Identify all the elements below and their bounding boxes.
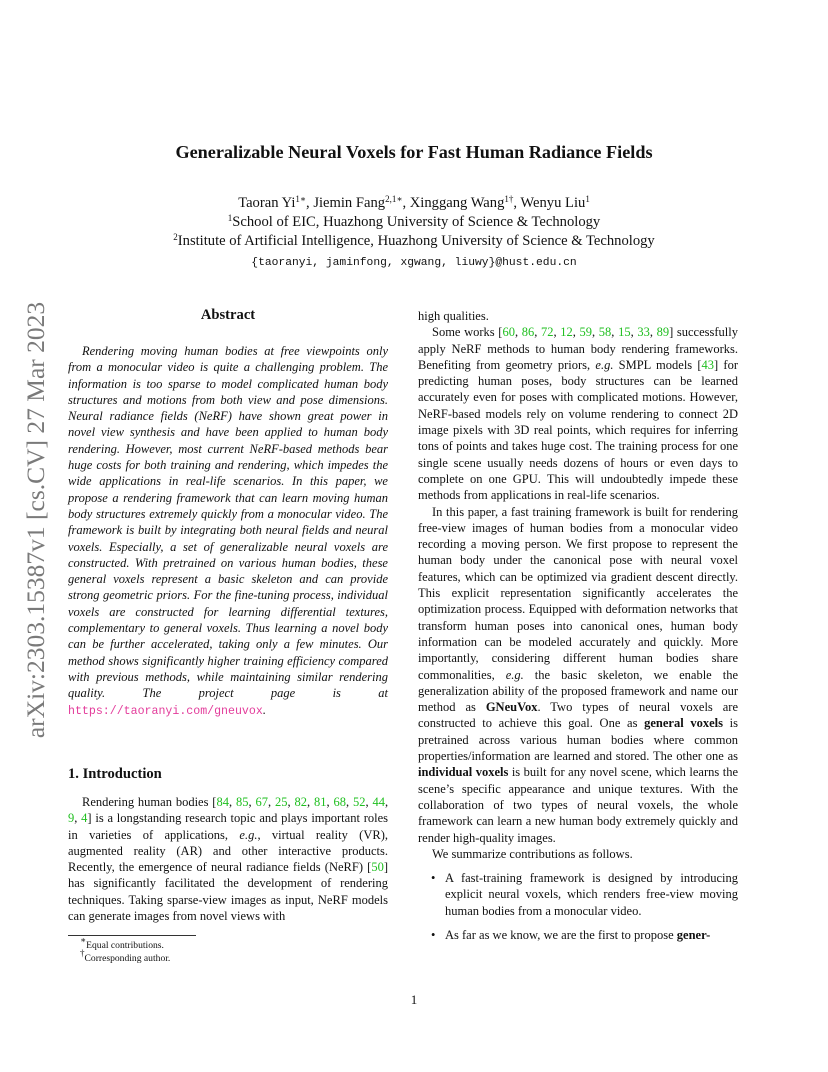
citation-link[interactable]: 86 — [521, 325, 535, 340]
citation-link[interactable]: 9 — [68, 811, 75, 826]
intro-text: Rendering human bodies [ — [82, 795, 217, 809]
footnote-text: Corresponding author. — [84, 953, 171, 964]
list-item-bold: gener- — [676, 927, 711, 942]
footnote-mark: ∗ — [80, 935, 87, 945]
para-eg: e.g. — [505, 667, 524, 682]
author-name: Wenyu Liu — [520, 195, 586, 211]
intro-eg: e.g. — [239, 827, 258, 842]
citation-link[interactable]: 84 — [216, 795, 229, 809]
paragraph: Some works [60, 86, 72, 12, 59, 58, 15, 33, 89] successfully apply NeRF methods to human body rendering frameworks. Benefiting from geometry priors, e.g. SMPL models [43] for predicting human poses, body structures can be learned accurately even for poses with complicated motions. However, NeRF-based models rely on volume rendering to connect 2D image pixels with 3D real points, which requires for inferring tons of points and takes huge cost. The training process for one single scene usually needs dozens of hours or even days to complete on one GPU. This will undoubtedly impede these methods from applications in real-life scenarios. — [418, 325, 738, 503]
affiliation-text: Institute of Artificial Intelligence, Huazhong University of Science & Technology — [177, 233, 655, 249]
intro-text: ] has significantly facilitated the development of rendering techniques. Taking sparse-view images as input, NeRF models can generate images from novel views with — [68, 860, 388, 924]
author-name: Taoran Yi — [238, 195, 296, 211]
affiliation-1 — [0, 214, 828, 231]
general-voxels-term: general voxels — [644, 716, 723, 731]
affiliation-sup: 2 — [173, 232, 178, 242]
para-text: In this paper, a fast training framework is built for rendering free-view images of human bodies from a monocular video recording a moving person. We first propose to represent the human body under the canonical pose with neural voxel features, which can be optimized via gradient descent directly. This explicit representation significantly accelerates the optimization process. Equipped with deformation networks that transform human poses into canonical ones, human body information can be modeled accurately and quickly. More importantly, considering different human bodies share commonalities, — [418, 504, 738, 682]
individual-voxels-term: individual voxels — [418, 765, 509, 780]
affiliation-2 — [0, 233, 828, 250]
citation-link[interactable]: 50 — [371, 860, 384, 875]
intro-text: , virtual reality (VR), augmented reality (AR) and other interactive products. Recently, the emergence of neural radiance fields (NeRF) [ — [68, 827, 388, 875]
author-list: Taoran $Yi^{1∗}$, Jiemin Fang$^{2,1∗}$, Xinggang Wang$^{1\dagger}$, Wenyu Liu$^1$ — [238, 194, 590, 211]
citation-link[interactable]: 68 — [333, 795, 346, 809]
para-text: is pretrained across various human bodies where common properties/information are learned and stored. The other one as — [418, 716, 738, 764]
citation-link[interactable]: 43 — [701, 357, 715, 372]
para-text: ] successfully apply NeRF methods to human body rendering frameworks. Benefiting from geometry priors, — [418, 325, 738, 372]
list-item: • A fast-training framework is designed by introducing explicit neural voxels, which renders free-view moving human bodies from a monocular video. — [418, 870, 738, 919]
footnote-equal — [80, 935, 164, 951]
list-item — [418, 927, 738, 943]
author-emails: {taoranyi, jaminfong, xgwang, liuwy}@hust.edu.cn — [251, 257, 577, 269]
citation-link[interactable]: 15 — [618, 325, 631, 340]
citation-link[interactable]: 60 — [502, 325, 515, 340]
footnote-rule — [68, 935, 196, 936]
para-text: . Two types of neural voxels are constructed to achieve this goal. One as — [418, 700, 738, 731]
abstract-body — [68, 343, 388, 720]
intro-heading: 1. Introduction — [68, 766, 162, 782]
para-text: is built for any novel scene, which learns the scene’s specific appearance and unique textures. With the collaboration of two types of neural voxels, the whole framework can learn a new human body extremely quickly and render high-quality images. — [418, 765, 739, 845]
footnote-corresponding — [80, 948, 171, 964]
author-sup: 2,1∗ — [385, 194, 403, 204]
arxiv-stamp-text: arXiv:2303.15387v1 [cs.CV] 27 Mar 2023 — [21, 301, 50, 739]
para-text: SMPL models [ — [613, 357, 702, 372]
right-column — [418, 308, 738, 943]
citation-link[interactable]: 58 — [598, 325, 612, 340]
citation-link[interactable]: 67 — [255, 795, 268, 809]
citation-link[interactable]: 82 — [294, 795, 307, 809]
citation-link[interactable]: 44 — [372, 795, 385, 809]
abstract-heading: Abstract — [200, 307, 256, 323]
citation-link[interactable]: 59 — [579, 325, 593, 340]
footnote-mark: † — [80, 948, 85, 958]
para-text: ] for predicting human poses, body structures can be learned accurately even for poses with complicated motions. However, NeRF-based models rely on volume rendering to connect 2D image pixels with 3D real points, which requires for inferring tons of points and takes huge cost. The training process for one single scene usually needs dozens of hours or even days to complete on one GPU. This will undoubtedly impede these methods from applications in real-life scenarios. — [418, 357, 738, 503]
author-sup: 1† — [504, 194, 514, 204]
author-sup: 1 — [585, 194, 590, 204]
para-text: the basic skeleton, we enable the generalization ability of the proposed framework and name our method as — [418, 667, 738, 715]
citation-link[interactable]: 89 — [656, 325, 670, 340]
citation-link[interactable]: 85 — [235, 795, 249, 809]
paper-title: Generalizable Neural Voxels for Fast Human Radiance Fields — [175, 142, 653, 162]
footnote-text: Equal contributions. — [86, 940, 164, 951]
intro-text: ] is a longstanding research topic and plays important roles in varieties of applications, — [68, 811, 388, 842]
page-number: 1 — [410, 992, 418, 1007]
affiliation-text: School of EIC, Huazhong University of Science & Technology — [232, 214, 601, 230]
list-item-text: As far as we know, we are the first to propose — [445, 927, 677, 942]
paragraph: We summarize contributions as follows. — [432, 846, 633, 861]
citation-link[interactable]: 33 — [637, 325, 650, 340]
project-link[interactable]: https://taoranyi.com/gneuvox — [68, 704, 263, 718]
intro-body: Rendering human bodies [84, 85, 67, 25, 82, 81, 68, 52, 44, 9, 4] is a longstanding research topic and plays important roles in varieties of applications, e.g., virtual reality (VR), augmented reality (AR) and other interactive products. Recently, the emergence of neural radiance fields (NeRF) [50] has significantly facilitated the development of rendering techniques. Taking sparse-view images as input, NeRF models can generate images from novel views with — [68, 795, 389, 924]
contribution-list — [418, 870, 738, 943]
abstract-end: . — [262, 702, 266, 717]
paragraph: high qualities. — [418, 309, 489, 323]
citation-link[interactable]: 4 — [81, 811, 88, 826]
author-sup: 1∗ — [295, 194, 307, 204]
citation-link[interactable]: 72 — [541, 325, 554, 340]
paragraph — [418, 504, 738, 846]
author-name: Xinggang Wang — [409, 195, 505, 211]
citation-link[interactable]: 52 — [352, 795, 366, 809]
abstract-text: Rendering moving human bodies at free viewpoints only from a monocular video is quite a challenging problem. The information is too sparse to model complicated human body structures and motions from both view and pose dimensions. Neural radiance fields (NeRF) have shown great power in novel view synthesis and have been applied to human body rendering. However, most current NeRF-based methods bear huge costs for both training and rendering, which impedes the wide applications in real-life scenarios. In this paper, we propose a rendering framework that can learn moving human body structures extremely quickly from a monocular video. The framework is built by integrating both neural fields and neural voxels. Especially, a set of generalizable neural voxels are constructed. With pretrained on various human bodies, these general voxels represent a basic skeleton and can provide strong geometric priors. For the fine-tuning process, individual voxels are constructed for learning differential textures, complementary to general voxels. Thus learning a novel body can be further accelerated, taking only a few minutes. Our method shows significantly higher training efficiency compared with previous methods, while maintaining similar rendering quality. The project page is at — [68, 344, 388, 701]
citation-link[interactable]: 81 — [313, 795, 327, 809]
para-eg: e.g. — [595, 357, 614, 372]
citation-link[interactable]: 25 — [274, 795, 288, 809]
method-name: GNeuVox — [485, 700, 538, 715]
author-name: Jiemin Fang — [313, 195, 386, 211]
citation-link[interactable]: 12 — [560, 325, 573, 340]
affiliation-sup: 1 — [227, 213, 233, 223]
para-text: Some works [ — [432, 325, 503, 340]
